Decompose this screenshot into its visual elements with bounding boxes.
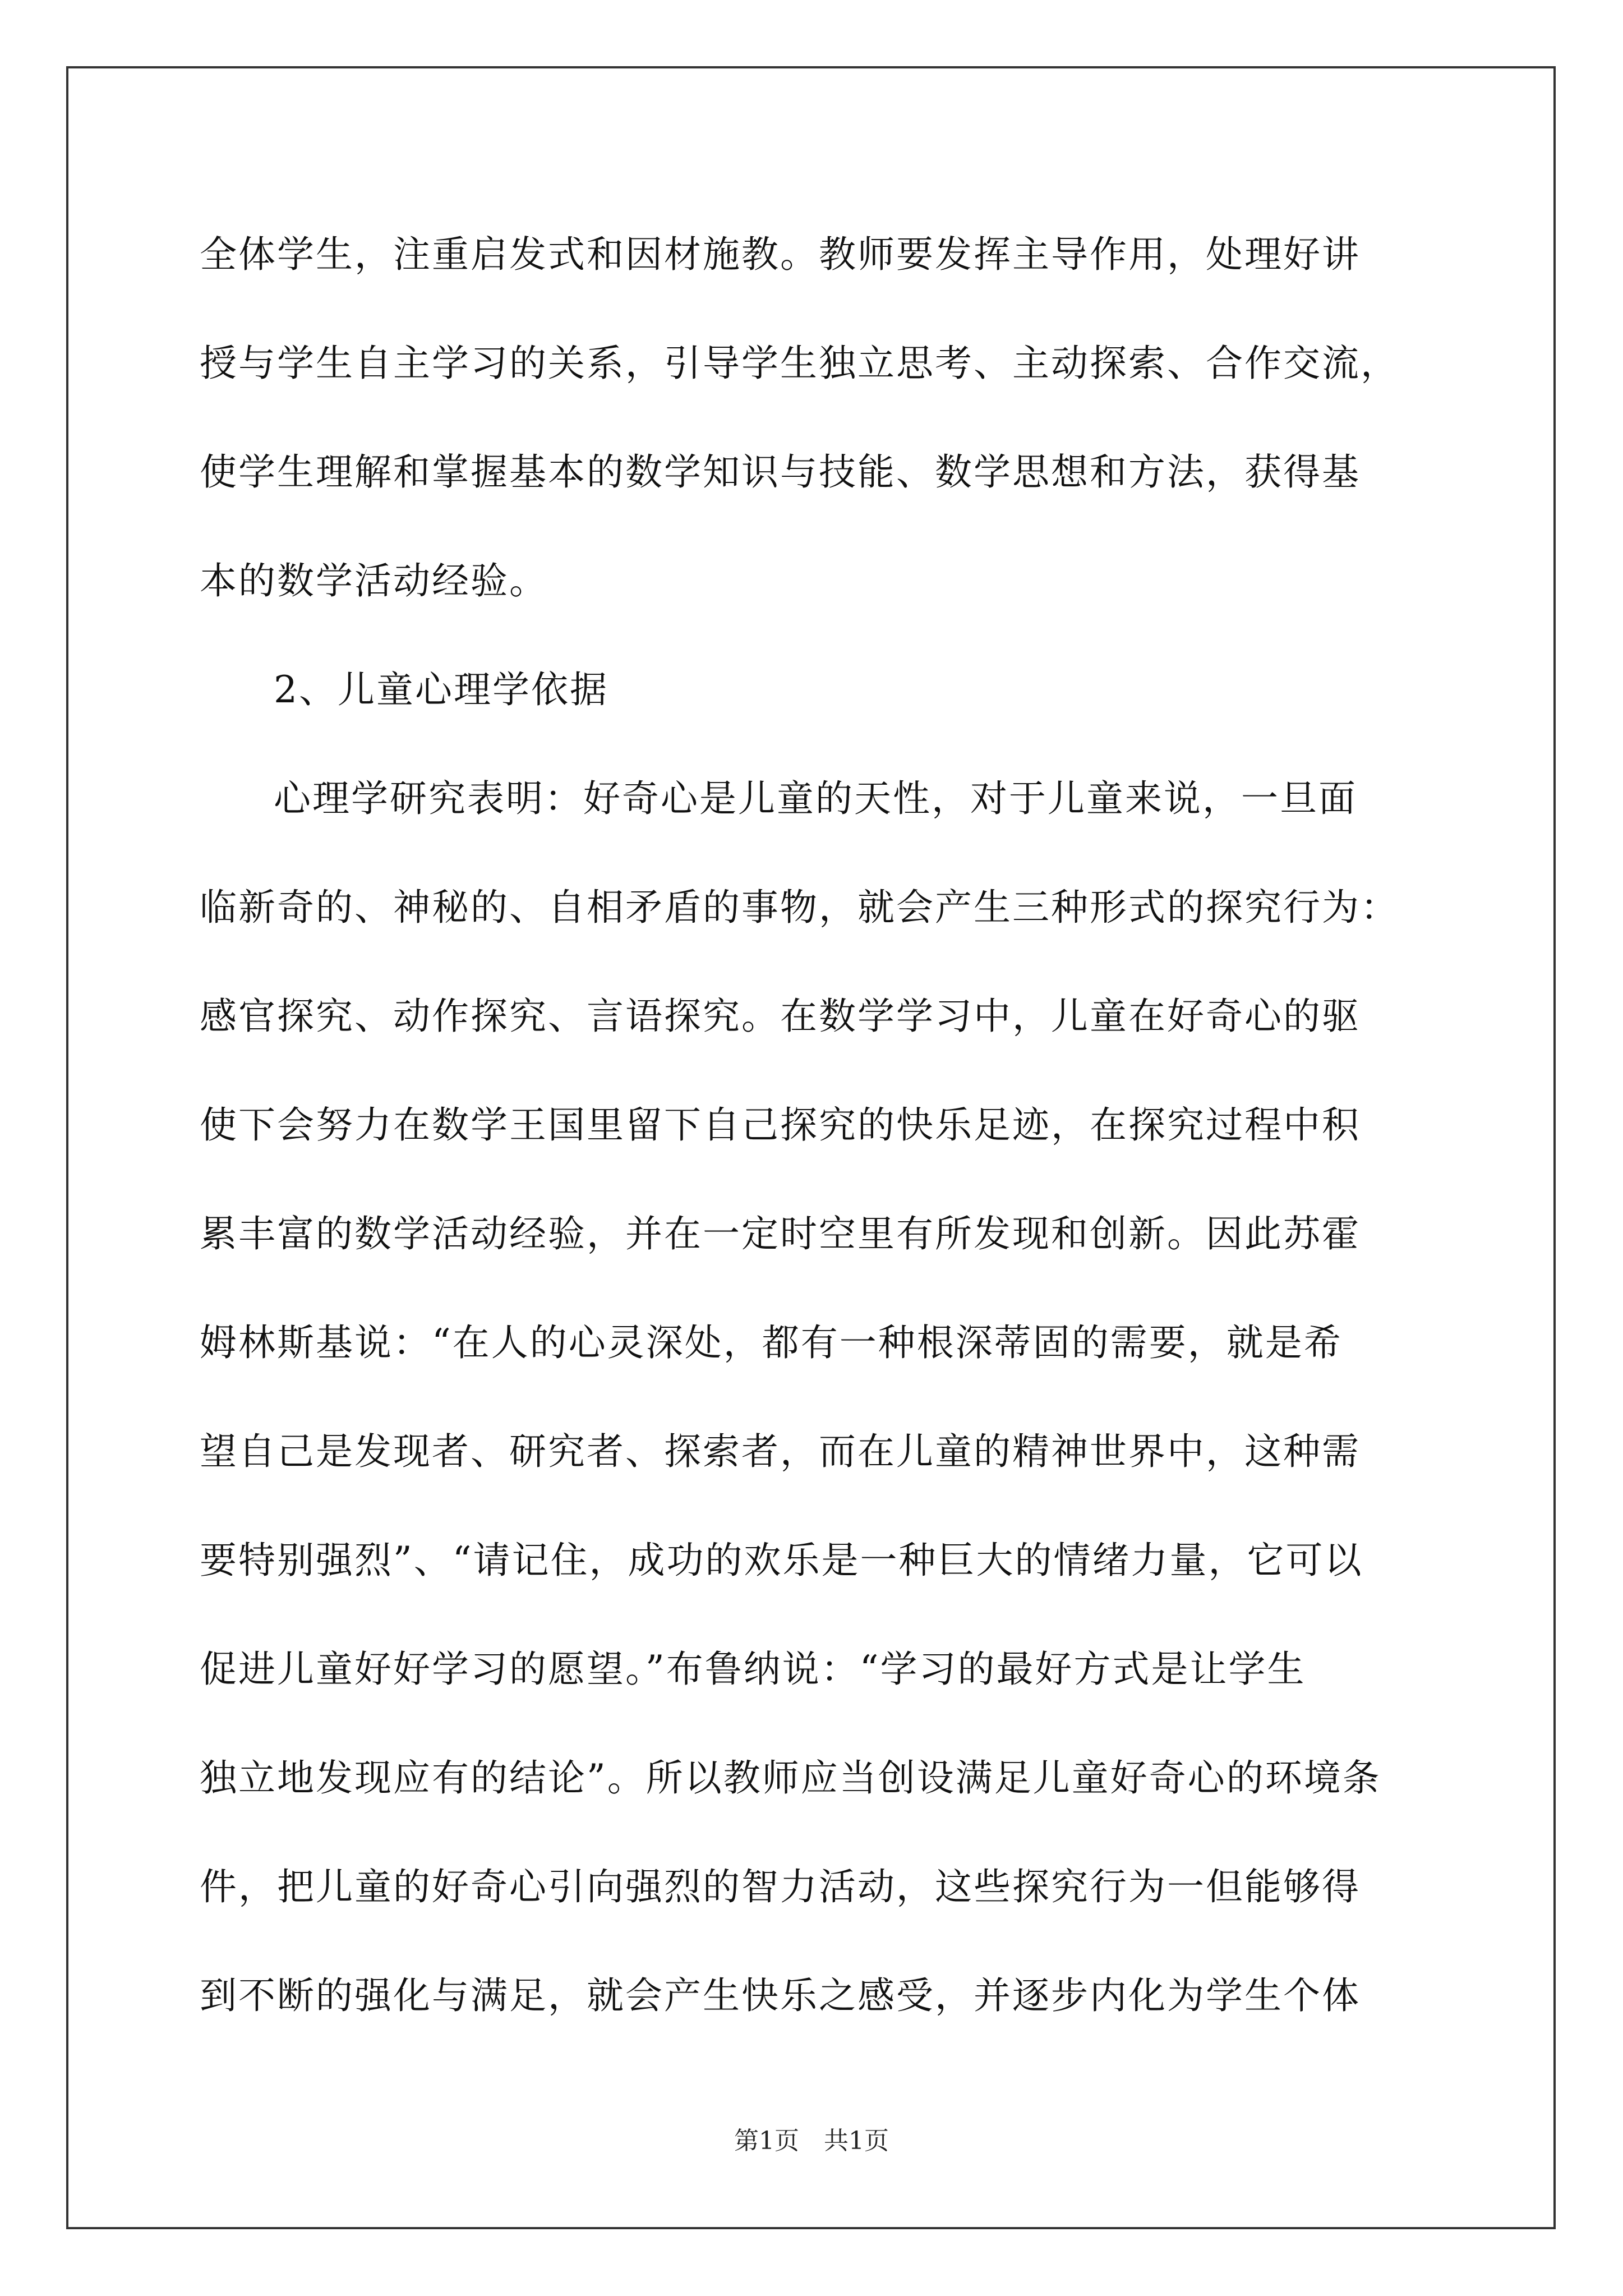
text-line: 姆林斯基说：“在人的心灵深处，都有一种根深蒂固的需要，就是希 (200, 1321, 1343, 1364)
text-line: 件，把儿童的好奇心引向强烈的智力活动，这些探究行为一但能够得 (200, 1865, 1361, 1908)
text-line: 独立地发现应有的结论”。所以教师应当创设满足儿童好奇心的环境条 (200, 1756, 1381, 1800)
text-line: 全体学生，注重启发式和因材施教。教师要发挥主导作用，处理好讲 (200, 233, 1361, 276)
text-line: 使学生理解和掌握基本的数学知识与技能、数学思想和方法，获得基 (200, 450, 1361, 494)
section-heading: 2、儿童心理学依据 (274, 668, 608, 711)
text-line: 促进儿童好好学习的愿望。”布鲁纳说：“学习的最好方式是让学生 (200, 1648, 1306, 1691)
text-line: 累丰富的数学活动经验，并在一定时空里有所发现和创新。因此苏霍 (200, 1212, 1361, 1255)
text-line: 到不断的强化与满足，就会产生快乐之感受，并逐步内化为学生个体 (200, 1974, 1361, 2017)
text-line: 心理学研究表明：好奇心是儿童的天性，对于儿童来说，一旦面 (274, 777, 1357, 820)
text-line: 本的数学活动经验。 (200, 559, 548, 602)
page-footer: 第1页 共1页 (734, 2127, 889, 2155)
text-line: 感官探究、动作探究、言语探究。在数学学习中，儿童在好奇心的驱 (200, 995, 1361, 1038)
text-line: 使下会努力在数学王国里留下自己探究的快乐足迹，在探究过程中积 (200, 1103, 1361, 1147)
text-line: 授与学生自主学习的关系，引导学生独立思考、主动探索、合作交流， (200, 342, 1399, 385)
text-line: 望自己是发现者、研究者、探索者，而在儿童的精神世界中，这种需 (200, 1430, 1361, 1473)
text-line: 要特别强烈”、“请记住，成功的欢乐是一种巨大的情绪力量，它可以 (200, 1539, 1363, 1582)
text-line: 临新奇的、神秘的、自相矛盾的事物，就会产生三种形式的探究行为： (200, 886, 1399, 929)
